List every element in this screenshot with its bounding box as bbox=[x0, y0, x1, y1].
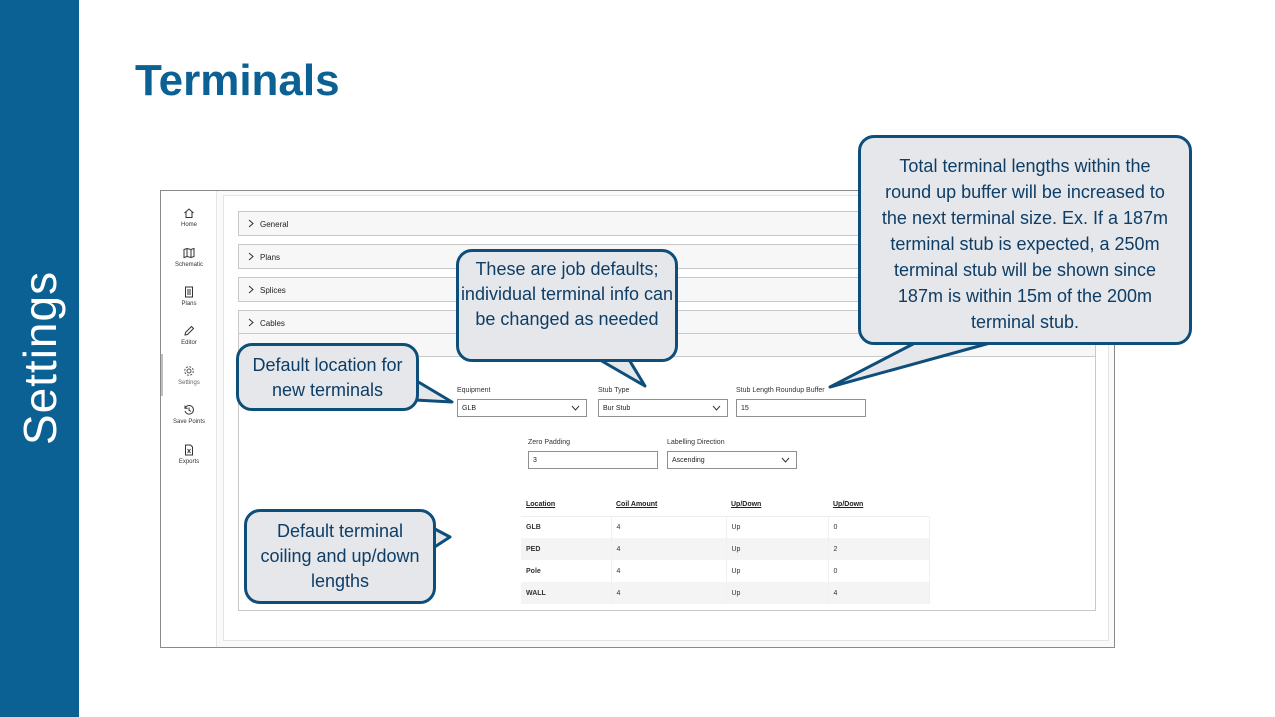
labelling-direction-value: Ascending bbox=[672, 457, 705, 464]
page-title: Terminals bbox=[135, 56, 340, 105]
nav-label-settings: Settings bbox=[178, 380, 200, 386]
job-defaults-text: These are job defaults; individual terminal info can be changed as needed bbox=[460, 259, 674, 329]
table-cell[interactable]: 4 bbox=[611, 538, 726, 560]
nav-label-plans: Plans bbox=[181, 301, 197, 307]
table-cell[interactable]: Up bbox=[726, 560, 828, 582]
job-defaults-callout bbox=[456, 249, 678, 362]
stub-type-label: Stub Type bbox=[598, 387, 630, 394]
table-cell[interactable]: 4 bbox=[611, 582, 726, 604]
table-cell[interactable]: 0 bbox=[828, 560, 930, 582]
nav-label-save-points: Save Points bbox=[172, 419, 206, 425]
section-label: Cables bbox=[260, 319, 285, 328]
table-cell[interactable]: Up bbox=[726, 538, 828, 560]
table-cell: PED bbox=[521, 538, 611, 560]
roundup-buffer-label: Stub Length Roundup Buffer bbox=[736, 387, 825, 394]
column-header[interactable]: Location bbox=[521, 494, 611, 516]
equipment-value: GLB bbox=[462, 405, 477, 412]
table-cell: WALL bbox=[521, 582, 611, 604]
section-label: Plans bbox=[260, 253, 281, 262]
equipment-label: Equipment bbox=[457, 387, 491, 394]
zero-padding-value: 3 bbox=[533, 457, 537, 464]
default-location-callout bbox=[236, 343, 419, 411]
nav-label-home: Home bbox=[180, 222, 197, 228]
labelling-direction-label: Labelling Direction bbox=[667, 439, 725, 446]
section-label: General bbox=[260, 220, 289, 229]
table-cell[interactable]: Up bbox=[726, 582, 828, 604]
roundup-callout bbox=[858, 135, 1192, 345]
table-cell: GLB bbox=[521, 516, 611, 538]
roundup-buffer-value: 15 bbox=[741, 405, 749, 412]
table-cell[interactable]: 0 bbox=[828, 516, 930, 538]
nav-label-editor: Editor bbox=[181, 340, 197, 346]
roundup-text: Total terminal lengths within the round up buffer will be increased to the next terminal size. Ex. If a 187m terminal stub is expected, a 250m terminal stub will be shown since 187m is within 15m of the 200m terminal stub. bbox=[881, 156, 1169, 332]
nav-label-exports: Exports bbox=[178, 459, 200, 465]
column-header[interactable]: Coil Amount bbox=[611, 494, 726, 516]
stub-type-value: Bur Stub bbox=[603, 405, 631, 412]
column-header[interactable]: Up/Down bbox=[828, 494, 930, 516]
default-coiling-text: Default terminal coiling and up/down lengths bbox=[260, 521, 420, 591]
column-header[interactable]: Up/Down bbox=[726, 494, 828, 516]
default-location-tail bbox=[415, 380, 452, 402]
table-cell[interactable]: 2 bbox=[828, 538, 930, 560]
default-location-text: Default location for new terminals bbox=[252, 355, 403, 400]
table-cell[interactable]: Up bbox=[726, 516, 828, 538]
table-cell[interactable]: 4 bbox=[828, 582, 930, 604]
table-cell[interactable]: 4 bbox=[611, 560, 726, 582]
default-coiling-callout bbox=[244, 509, 436, 604]
side-title: Settings bbox=[14, 270, 66, 446]
table-cell: Pole bbox=[521, 560, 611, 582]
zero-padding-label: Zero Padding bbox=[528, 439, 571, 446]
table-cell[interactable]: 4 bbox=[611, 516, 726, 538]
roundup-tail bbox=[830, 343, 990, 387]
section-label: Splices bbox=[260, 286, 286, 295]
nav-label-schematic: Schematic bbox=[174, 262, 203, 268]
job-defaults-tail bbox=[600, 358, 645, 386]
